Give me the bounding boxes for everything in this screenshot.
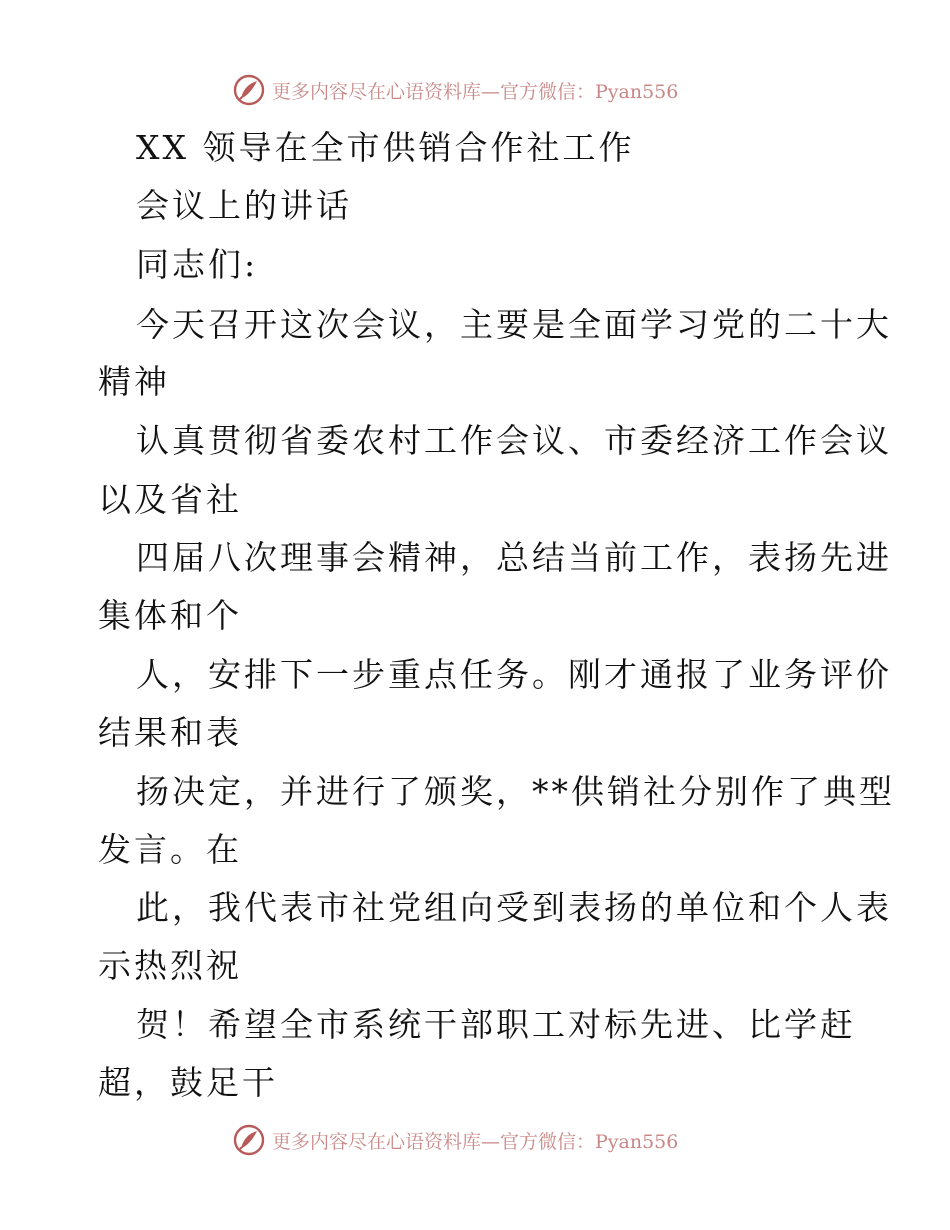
title-line-1: XX 领导在全市供销合作社工作: [136, 128, 635, 167]
paragraph-line: 发言。在: [98, 830, 242, 869]
banner-text: 更多内容尽在心语资料库—官方微信：Pyan556: [272, 80, 679, 103]
paragraph-line: 以及省社: [98, 480, 242, 519]
paragraph-line: 扬决定，并进行了颁奖，**供销社分别作了典型: [136, 772, 895, 811]
title-line-2: 会议上的讲话: [136, 186, 352, 225]
paragraph-line: 认真贯彻省委农村工作会议、市委经济工作会议: [136, 421, 892, 460]
paragraph-line: 集体和个: [98, 596, 242, 635]
footer-banner: [232, 1120, 678, 1160]
paragraph-line: 结果和表: [98, 713, 242, 752]
seal-logo-icon: [232, 1123, 266, 1157]
paragraph-line: 精神: [98, 362, 170, 401]
paragraph-line: 此，我代表市社党组向受到表扬的单位和个人表: [136, 888, 892, 927]
paragraph-line: 贺！希望全市系统干部职工对标先进、比学赶: [136, 1005, 856, 1044]
paragraph-line: 人，安排下一步重点任务。刚才通报了业务评价: [136, 655, 892, 694]
banner-text: 更多内容尽在心语资料库—官方微信：Pyan556: [272, 1130, 679, 1153]
paragraph-line: 今天召开这次会议，主要是全面学习党的二十大: [136, 305, 892, 344]
paragraph-line: 超，鼓足干: [98, 1063, 278, 1102]
salutation: 同志们:: [136, 245, 259, 284]
paragraph-line: 四届八次理事会精神，总结当前工作，表扬先进: [136, 538, 892, 577]
paragraph-line: 示热烈祝: [98, 946, 242, 985]
